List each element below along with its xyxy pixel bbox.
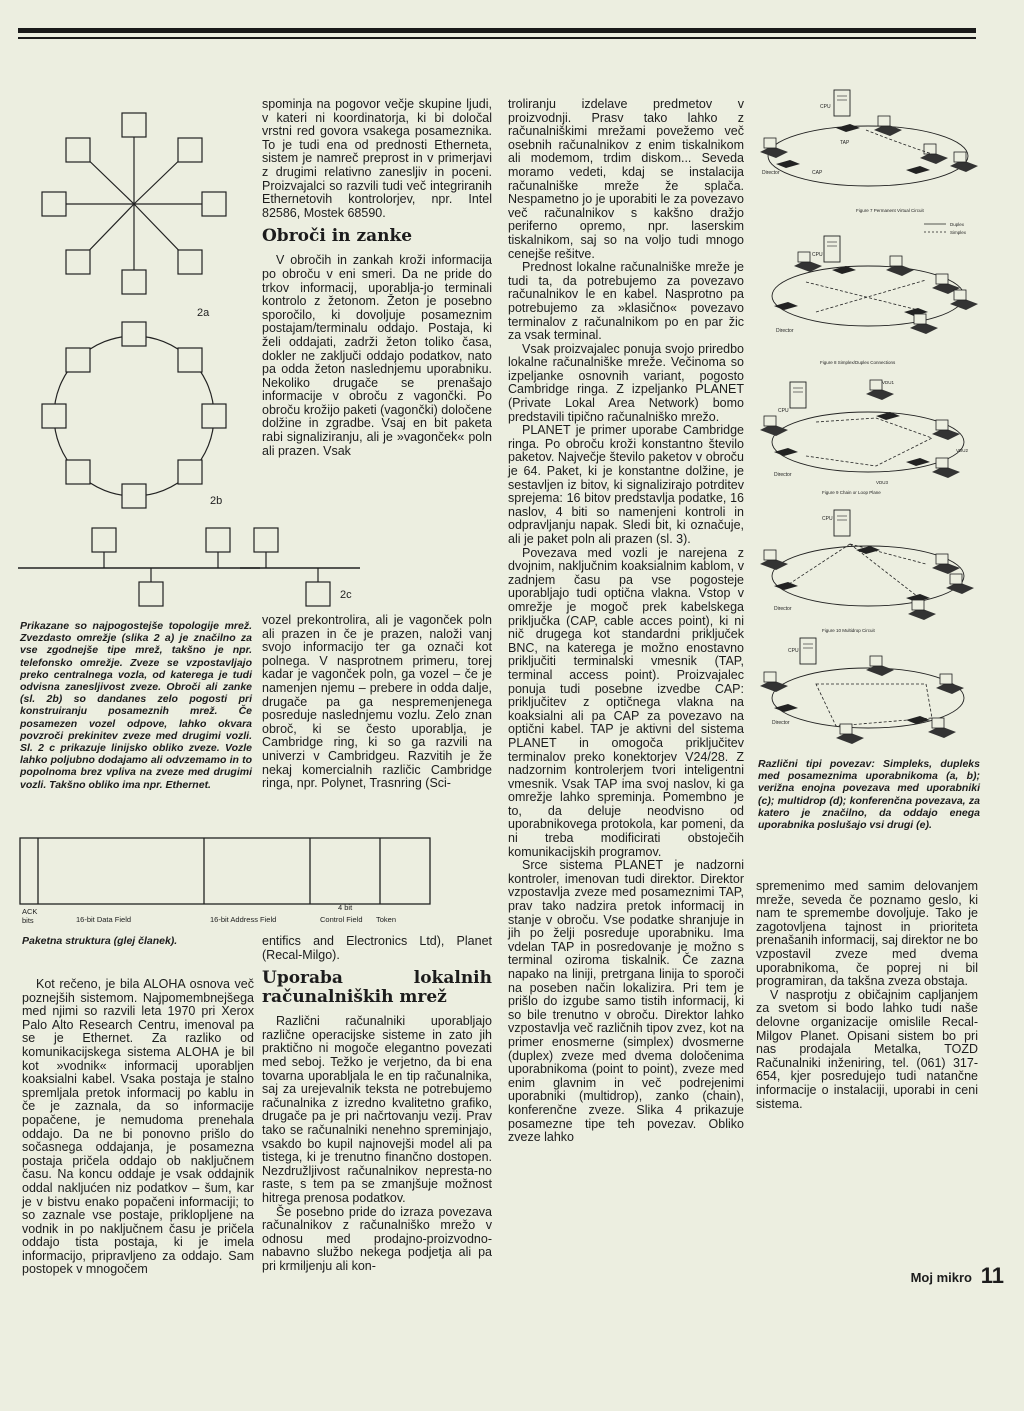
paragraph: entifics and Electronics Ltd), Planet (Recal-Milgo). [262, 934, 492, 962]
paragraph: spremenimo med samim delovanjem mreže, seveda če poznamo geslo, ki nam te spremembe dovoljuje. Tako je zagotovljena tajnost in prioriteta prenašanih informacij, saj direktor ne bo vzpostavil zveze med dvema uporabnikoma, če poprej ni bil programiran, da takšna zveza obstaja. [756, 879, 978, 989]
fig11-director: Director [772, 720, 790, 726]
footer-page-number: 11 [980, 1263, 1004, 1288]
caption-packet: Paketna struktura (glej članek). [22, 935, 178, 947]
figure-9 [760, 380, 969, 495]
paragraph: V nasprotju z običajnim capljanjem za svetom si bodo lahko tudi naše delovne organizacije omislile Recal-Milgov Planet. Opisani sistem bo pri nas prodajala Metalka, TOZD Računalniki inženiring, tel. (061) 317-654, kjer posredujejo tudi natančne informacije o instalaciji, uporabi in ceni sistema. [756, 987, 978, 1111]
packet-address-field: 16-bit Address Field [210, 915, 277, 924]
packet-structure-diagram [18, 834, 438, 926]
fig10-cpu: CPU [822, 516, 833, 522]
column-1-bottom [22, 978, 254, 1277]
paragraph: Kot rečeno, je bila ALOHA osnova več poznejših sistemom. Najpomembnejšega med njimi so razvili leta 1970 pri Xerox Palo Alto Research Centru, imenoval pa se je Ethernet. Za razliko od komunikacijskega sistema ALOHA je bil kot »vodnik« informacij uporabljen koaksialni kabel. Vsaka postaja je stalno spremljala pretok informacij po kablu in če je zaznala, da so informacije popačene, je nemudoma prenehala oddajo. Da ne bi ponovno prišlo do sočasnega oddajanja, je posamezna postaja pričela oddajo ob naključnem času. Na koncu oddaje je vsak oddajnik oddal nakljućen niz podatkov – šum, kar je v bistvu enako popačeni informaciji; to so zaznale vse postaje, priklopljene na vodnik in po naključnem času je pričela oddajo tista postaja, ki je imela informacijo, pripravljeno za oddajo. Sam postopek v mnogočem [22, 977, 254, 1277]
packet-control-field: Control Field [320, 915, 363, 924]
fig8-director: Director [776, 328, 794, 334]
paragraph: vozel prekontrolira, ali je vagonček poln ali prazen in če je prazen, naloži vanj svojo informacijo ter ga označi kot polnega. V nasprotnem primeru, torej kadar je vagonček poln, ga vozel – če je namenjen njemu – prebere in odda dalje, drugače pa ga nespremenjenega posreduje naslednjemu vozlu. Zelo znan obroč, ki se često uporablja, je Cambridge ring, ki so ga razvili na univerzi v Cambridgeu. Razvitih je že nekaj komercialnih različic Cambridge ringa, npr. Polynet, Trasnring (Sci- [262, 613, 492, 791]
figure-11 [760, 638, 964, 744]
packet-bits: bits [22, 916, 34, 925]
caption-connections: Različni tipi povezav: Simpleks, dupleks med posameznima uporabnikoma (a, b); verižna enojna povezava med uporabniki (c); multidrop (d); konferenčna povezava, za katero je značilno, da oddajo enega uporabnika poslušajo vsi drugi (e). [758, 758, 980, 832]
column-2-top [262, 98, 492, 458]
fig9-vdu1: VDU1 [882, 380, 895, 385]
fig9-cpu: CPU [778, 408, 789, 414]
fig7-cap: CAP [812, 170, 823, 176]
packet-token: Token [376, 915, 397, 924]
fig8-cpu: CPU [812, 252, 823, 258]
fig8-duplex: Duplex [950, 222, 965, 227]
top-rule-thick [18, 28, 976, 33]
top-rule-thin [18, 37, 976, 39]
column-2-middle [262, 614, 492, 791]
fig7-cpu: CPU [820, 104, 831, 110]
column-2-bottom [262, 935, 492, 1273]
paragraph: Povezava med vozli je narejena z dvojnim, naključnim koaksialnim kablom, v zadnjem času pa vse pogosteje uporabljajo tudi optična vlakna. Vstop v omrežje je mogoč prek kabelskega priključka (CAP, cable acces point), ki ni nič drugega kot standardni priključek BNC, na katerega je možno enostavno priključiti terminalski vmesnik (TAP, terminal access point). Proizvajalec ponuja tudi posebne izvedbe CAP: priključitev z optičnega vlakna na koaksialni ali pa CAP za povezavo na optični kabel. TAP je aktivni del sistema PLANET in omogoča priključitev terminalov preko konektorjev V24/28. Z nadzornim kontrolerjem tvori inteligentni vmesnik. Vsak TAP ima svoj naslov, ki ga omrežje lahko spreminja. Pomembno je to, da deluje neodvisno od uporabnikovega protokola, kar pomeni, da ni treba modificirati obstoječih komunikacijskih programov. [508, 545, 744, 859]
paragraph: PLANET je primer uporabe Cambridge ringa. Po obroču kroži konstantno število paketov. Največje število paketov v obroču je 64. Paket, ki je konstantne dolžine, je sestavljen iz bitov, ki signalizirajo potrditev sprejema: 16 bitov predstavlja podatke, 16 naslov, 4 biti so namenjeni kontroli in odpravljanju napak. Sledi bit, ki označuje, ali je paket poln ali prazen (sl. 3). [508, 423, 744, 546]
heading-rings: Obroči in zanke [262, 226, 413, 247]
label-2a: 2a [197, 307, 210, 319]
fig11-cpu: CPU [788, 648, 799, 654]
footer-magazine: Moj mikro [910, 1270, 972, 1285]
topology-diagram [18, 98, 260, 618]
paragraph: Še posebno pride do izraza povezava računalnikov z računalniško mrežo v odnosu med prodajno-proizvodno-nabavno službo nekega podjetja ali pa pri krmiljenju ali kon- [262, 1204, 492, 1273]
packet-4bit: 4 bit [338, 903, 353, 912]
connection-types-figures [756, 86, 978, 750]
paragraph: Vsak proizvajalec ponuja svojo priredbo lokalne računalniške mreže. Večinoma so izpeljanke osnovnih variant, pogosto Cambridge ringa. Z izpeljanko PLANET (Private Lokal Area Network) bomo predstavili tipično računalniško mrežo. [508, 341, 744, 424]
fig7-director: Director [762, 170, 780, 176]
figure-8 [772, 222, 978, 365]
figure-10 [760, 510, 974, 633]
paragraph: Različni računalniki uporabljajo različne operacijske sisteme in zato jih praktično ni mogoče elegantno povezati med seboj. Težko je verjetno, da bi ena tovarna uporabljala le en tip računalnika, saj za urejevalnik teksta ne potrebujemo računalnika z izredno kvalitetno grafiko, drugače pa je pri načrtovanju vezij. Prav tako se računalniki nenehno spreminjajo, vsakdo bo kupil najnovejši model ali pa tistega, ki je trenutno finančno dostopen. Nezdružljivost računalnikov nepresta-no raste, s tem pa se zmanjšuje možnost hitrega prenosa podatkov. [262, 1014, 492, 1205]
star-topology [42, 113, 226, 294]
paragraph: Prednost lokalne računalniške mreže je tudi ta, da potrebujemo za povezavo računalnikov le en kabel. Nasprotno pa potrebujemo za »klasično« povezavo terminalov z računalnikom po en par žic za vsak terminal. [508, 260, 744, 343]
label-2b: 2b [210, 495, 223, 507]
paragraph: troliranju izdelave predmetov v proizvodnji. Prasv tako lahko z računalniškimi mrežami povežemo več osebnih računalnikov z enim tiskalnikom ali modemom, trdim diskom... Seveda moramo vedeti, kdaj se instalacija računalniške mreže že splača. Nespametno jo je uporabiti le za povezavo več računalnikov s kakšno dražjo periferno opremo, npr. laserskim tiskalnikom, saj so na voljo tudi mnogo cenejše rešitve. [508, 97, 744, 261]
figure-7 [760, 90, 978, 213]
fig9-vdu3: VDU3 [876, 480, 889, 485]
paragraph: spominja na pogovor večje skupine ljudi, v kateri ni koordinatorja, ki bi določal vrstni red govora vsakega posameznika. To je tudi ena od prednosti Etherneta, sistem je namreč preprost in v primerjavi z drugimi relativno zanesljiv in poceni. Proizvajalci so razvili tudi več integriranih Ethernetovih kontrolorjev, npr. Intel 82586, Mostek 68590. [262, 97, 492, 220]
fig10-director: Director [774, 606, 792, 612]
fig9-caption: Figure 9 Chain or Loop Plane [822, 490, 881, 495]
fig9-vdu2: VDU2 [956, 448, 969, 453]
paragraph: Srce sistema PLANET je nadzorni kontroler, imenovan tudi direktor. Direktor vzpostavlja zveze med posameznimi TAP, prav tako nadzira pretok informacij in stanje v obroču. Vse podatke shranjuje in jih po želji posreduje uporabniku. Ima vdelan TAP in posredovanje je možno s terminal oziroma tiskalnik. Če zazna napako na liniji, pretrgana linija to sporoči na poseben način lokalizira. Pri tem je prišlo do izgube samo tistih informacij, ki so bile trenutno v obroču. Direktor lahko vzpostavlja več različnih tipov zvez, kot na primer enosmerne (simplex) dvosmerne (duplex) zveze med dvema določenima uporabnikoma (point to point), zveze med enim glavnim in več podrejenimi uporabniki (multidrop), zanko (chain), konferenčne zveze. Slika 4 prikazuje posamezne tipe teh povezav. Obliko zveze lahko [508, 858, 744, 1145]
fig8-simplex: Simplex [950, 230, 967, 235]
label-2c: 2c [340, 589, 352, 601]
packet-data-field: 16-bit Data Field [76, 915, 132, 924]
caption-topologies: Prikazane so najpogostejše topologije mrež. Zvezdasto omrežje (slika 2 a) je značilno za vse zgodnejše tipe mrež, takšno je npr. telefonsko omrežje. Zveze se vzpostavljajo preko centralnega vozla, od katerega je tudi odvisna zanesljivost zveze. Obroči ali zanke (sl. 2b) so dandanes zelo pogosti pri konstruiranju posameznih mrež. Če posamezen vozel odpove, lahko okvara povzroči prekinitev zveze med drugimi vozli. Sl. 2 c prikazuje linijsko obliko zveze. Vozle lahko poljubno dodajamo ali odvzemamo in to popolnoma brez vpliva na zveze med drugimi vozli. Takšno obliko ima npr. Ethernet. [20, 620, 252, 791]
fig9-director: Director [774, 472, 792, 478]
packet-ack: ACK [22, 907, 38, 916]
heading-usage: Uporaba lokalnih računalniških mrež [262, 968, 492, 1008]
ring-topology [42, 322, 226, 508]
fig7-caption: Figure 7 Permanent Virtual Circuit [856, 208, 924, 213]
bus-topology [18, 528, 260, 606]
fig10-caption: Figure 10 Multidrop Circuit [822, 628, 875, 633]
column-3 [508, 98, 744, 1145]
column-4 [756, 880, 978, 1111]
fig8-caption: Figure 8 Simplex/Duplex Connections [820, 360, 896, 365]
paragraph: V obročih in zankah kroži informacija po obroču v eni smeri. Da ne pride do trkov informacij, uporablja-jo terminali kontrolo z žetonom. Žeton je posebno sporočilo, ki dovoljuje posameznim postajam/terminalu oddajo. Postaja, ki želi oddajati, zadrži žeton toliko časa, dokler ne zaključi oddajo podatkov, nato pa odda žeton naslednjemu uporabniku. Nekoliko drugače se prenašajo informacije v obroču z vagončki. Po obroču krožijo paketi (vagončki) določene dolžine in zgradbe. Vsaj en bit paketa rabi signaliziranju, ali je »vagonček« poln ali prazen. Vsak [262, 253, 492, 458]
fig7-tap: TAP [840, 140, 850, 146]
